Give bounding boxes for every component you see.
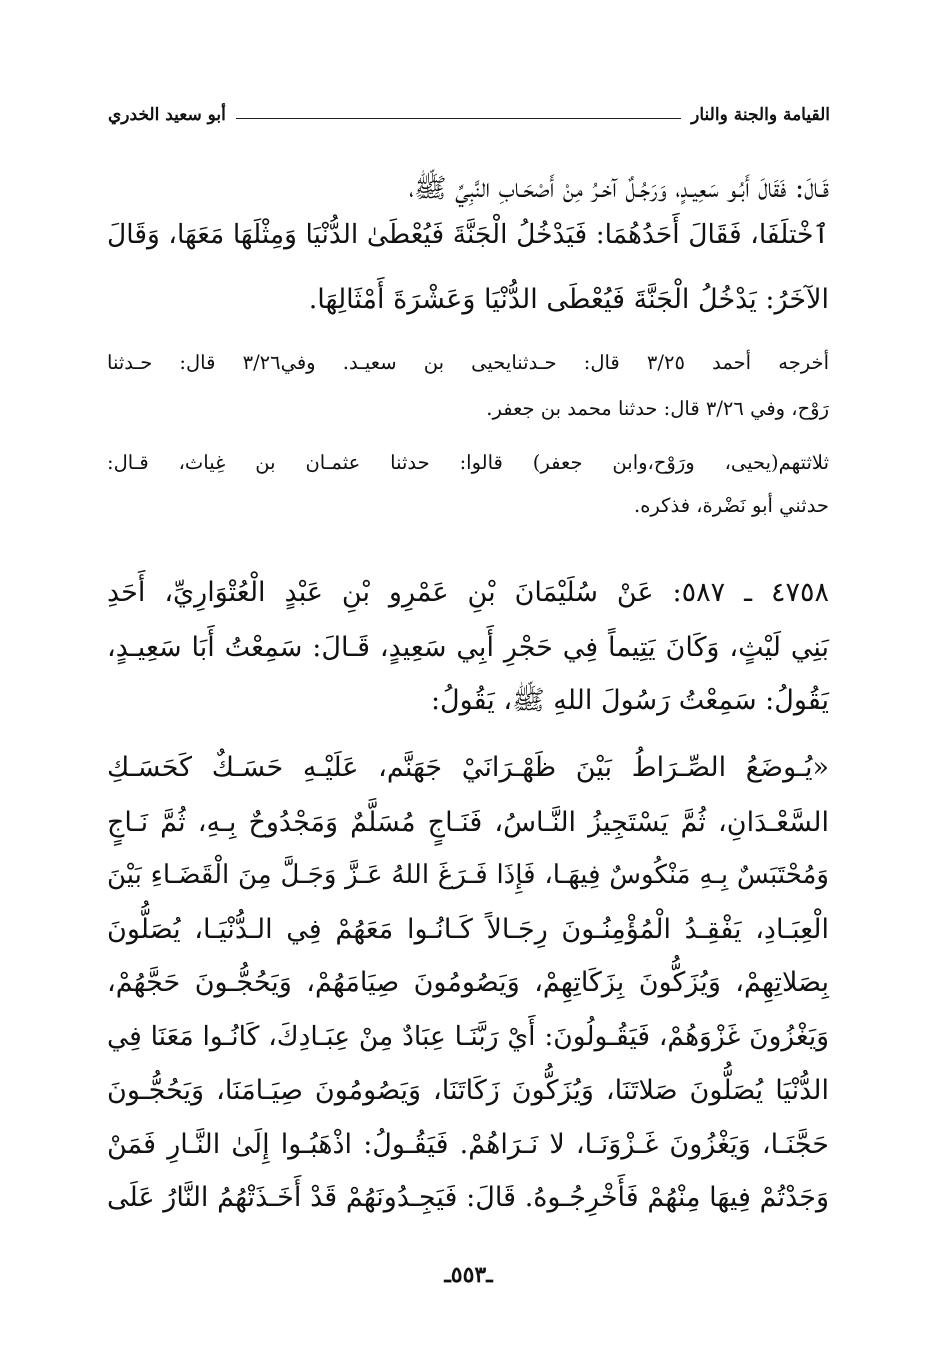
hadith-isnad-line: بَنِي لَيْثٍ، وَكَانَ يَتِيماً فِي حَجْرِ أَبِي سَعِيدٍ، قَـالَ: سَمِعْتُ أَبَا سَعِيـدٍ،	[107, 632, 829, 663]
hadith-matn-line: وَجَدْتُمْ فِيهَا مِنْهُمْ فَأَخْرِجُـوهُ. قَالَ: فَيَجِـدُونَهُمْ قَدْ أَخَـذَتْهُمُ النَّارُ عَلَى	[107, 1182, 829, 1213]
takhrij-line: أخرجه أحمد ٣/٢٥ قال: حـدثنايحيى بن سعيـد. وفي٣/٢٦ قال: حـدثنا	[107, 351, 829, 374]
takhrij-line: حدثني أبو نَضْرة، فذكره.	[634, 494, 829, 517]
running-header	[108, 100, 830, 130]
hadith-matn-line: «يُـوضَعُ الصِّـرَاطُ بَيْنَ ظَهْـرَانَيْ جَهَنَّم، عَلَيْـهِ حَسَـكٌ كَحَسَـكِ	[107, 752, 829, 783]
page-number: ـ٥٥٣ـ	[444, 1262, 493, 1288]
hadith-isnad-line: ٤٧٥٨ ـ ٥٨٧: عَنْ سُلَيْمَانَ بْنِ عَمْرِو بْنِ عَبْدٍ الْعُتْوَارِيِّ، أَحَدِ	[107, 577, 830, 608]
hadith-top-line: قَـالَ: فَقَالَ أَبُـو سَعِيـدٍ، وَرَجُـلٌ آخـرُ مِنْ أَصْحَـابِ النَّبِيِّ ﷺ،	[408, 173, 829, 204]
header-book-title: القيامة والجنة والنار	[691, 105, 830, 125]
hadith-matn-line: وَيَغْزُونَ غَزْوَهُمْ، فَيَقُـولُونَ: أَيْ رَبَّنَـا عِبَادٌ مِنْ عِبَـادِكَ، كَانُـوا مَعَنَا فِي	[107, 1021, 829, 1052]
takhrij-line: رَوْح، وفي ٣/٢٦ قال: حدثنا محمد بن جعفر.	[486, 397, 829, 420]
hadith-top-line: الآخَرُ: يَدْخُلُ الْجَنَّةَ فَيُعْطَى الدُّنْيَا وَعَشْرَةَ أَمْثَالِهَا.	[308, 284, 829, 315]
hadith-matn-line: بِصَلاتِهِمْ، وَيُزَكُّونَ بِزَكَاتِهِمْ، وَيَصُومُونَ صِيَامَهُمْ، وَيَحُجُّـونَ حَجَّهُمْ،	[107, 967, 829, 998]
hadith-matn-line: الْعِبَـادِ، يَفْقِـدُ الْمُؤْمِنُـونَ رِجَـالاً كَـانُـوا مَعَهُمْ فِي الـدُّنْيَـا، يُصَلُّونَ	[107, 914, 829, 945]
hadith-matn-line: السَّعْـدَانِ، ثُمَّ يَسْتَجِيزُ النَّـاسُ، فَنَـاجٍ مُسَلَّمٌ وَمَجْدُوحٌ بِـهِ، ثُمَّ نَـاجٍ	[107, 807, 829, 838]
hadith-matn-line: الدُّنْيَا يُصَلُّونَ صَلاتَنَا، وَيُزَكُّونَ زَكَاتَنَا، وَيَصُومُونَ صِيَـامَنَا، وَيَحُجُّـونَ	[107, 1075, 829, 1106]
hadith-matn-line: حَجَّنَـا، وَيَغْزُونَ غَـزْوَنَـا، لا نَـرَاهُمْ. فَيَقُـولُ: اذْهَبُـوا إِلَىٰ النَّـارِ فَمَنْ	[107, 1129, 829, 1160]
hadith-top-line: ٱخْتلَفَا، فَقَالَ أَحَدُهُمَا: فَيَدْخُلُ الْجَنَّةَ فَيُعْطَىٰ الدُّنْيَا وَمِثْلَهَا مَعَهَا، وَقَالَ	[107, 219, 829, 250]
takhrij-line: ثلاثتهم(يحيى، ورَوْح،وابن جعفر) قالوا: حدثنا عثمـان بن غِياث، قـال:	[107, 451, 829, 474]
hadith-matn-line: وَمُحْتَبَسٌ بِـهِ مَنْكُوسٌ فِيهَـا، فَإِذَا فَـرَغَ اللهُ عَـزَّ وَجَـلَّ مِنَ الْقَضَـاءِ بَيْنَ	[107, 860, 829, 890]
header-rule	[236, 118, 681, 119]
hadith-isnad-line: يَقُولُ: سَمِعْتُ رَسُولَ اللهِ ﷺ، يَقُولُ:	[430, 685, 829, 716]
header-chapter-title: أبو سعيد الخدري	[108, 105, 226, 125]
